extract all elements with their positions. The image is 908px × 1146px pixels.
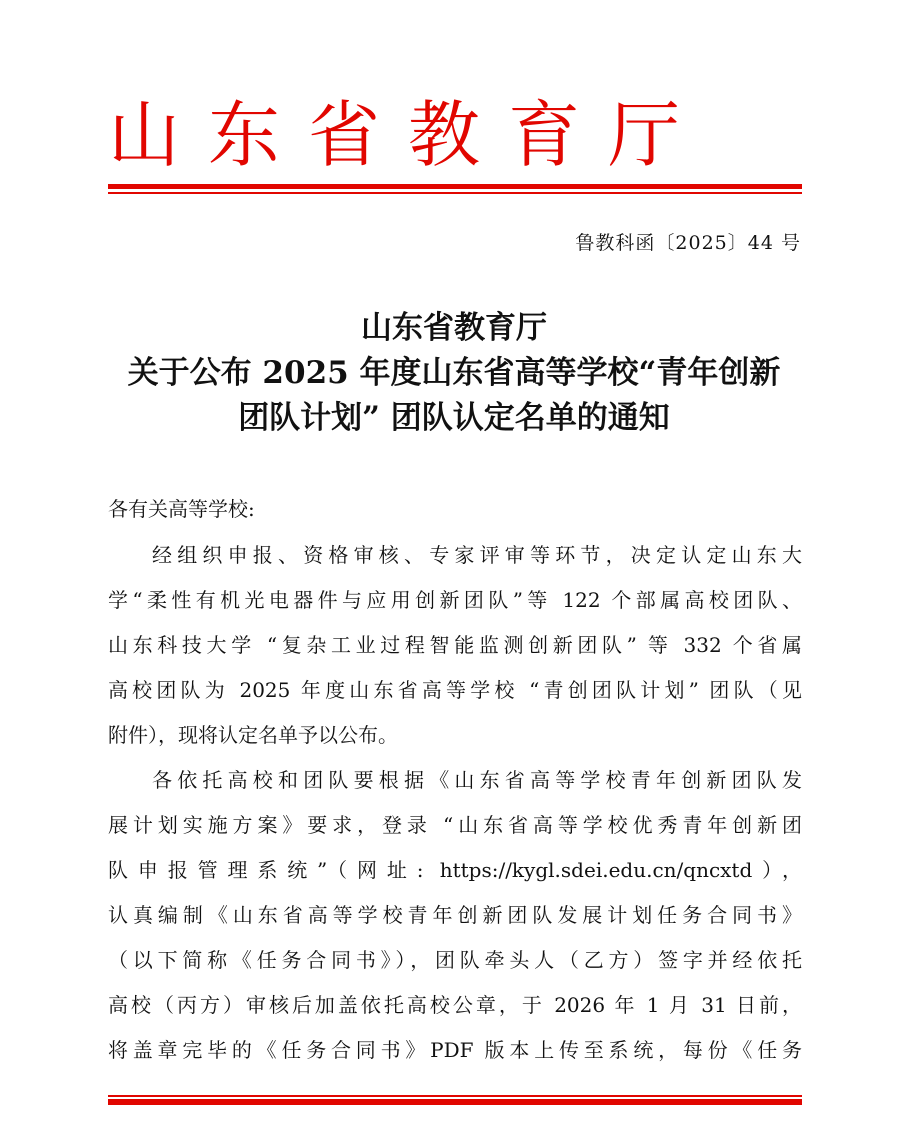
header-red-rule-thin: [108, 192, 802, 194]
body-line: 认真编制《山东省高等学校青年创新团队发展计划任务合同书》: [108, 903, 802, 927]
body-line: 山东科技大学 “复杂工业过程智能监测创新团队” 等 332 个省属: [108, 633, 802, 657]
document-title-line-1: 山东省教育厅: [361, 310, 547, 346]
body-line: 队申报管理系统”（网址: https://kygl.sdei.edu.cn/qncxtd），: [108, 858, 802, 882]
body-line: 经组织申报、资格审核、专家评审等环节，决定认定山东大: [152, 543, 802, 567]
issuing-agency-title: 山东省教育厅: [108, 93, 709, 177]
footer-red-rule-thin: [108, 1095, 802, 1097]
document-number: 鲁教科函〔2025〕44 号: [575, 232, 801, 254]
body-line: 附件），现将认定名单予以公布。: [108, 723, 398, 747]
salutation: 各有关高等学校:: [108, 497, 255, 521]
body-line: 高校（丙方）审核后加盖依托高校公章，于 2026 年 1 月 31 日前，: [108, 993, 802, 1017]
header-red-rule-thick: [108, 184, 802, 189]
body-line: 各依托高校和团队要根据《山东省高等学校青年创新团队发: [152, 768, 802, 792]
body-line: 将盖章完毕的《任务合同书》PDF 版本上传至系统，每份《任务: [108, 1038, 802, 1062]
document-title-line-3: 团队计划” 团队认定名单的通知: [238, 400, 670, 436]
footer-red-rule-thick: [108, 1099, 802, 1105]
body-line: 学“柔性有机光电器件与应用创新团队”等 122 个部属高校团队、: [108, 588, 802, 612]
document-title-line-2: 关于公布 2025 年度山东省高等学校“青年创新: [127, 355, 781, 391]
body-line: （以下简称《任务合同书》），团队牵头人（乙方）签字并经依托: [108, 948, 802, 972]
body-line: 展计划实施方案》要求，登录 “山东省高等学校优秀青年创新团: [108, 813, 802, 837]
body-line: 高校团队为 2025 年度山东省高等学校 “青创团队计划” 团队（见: [108, 678, 802, 702]
